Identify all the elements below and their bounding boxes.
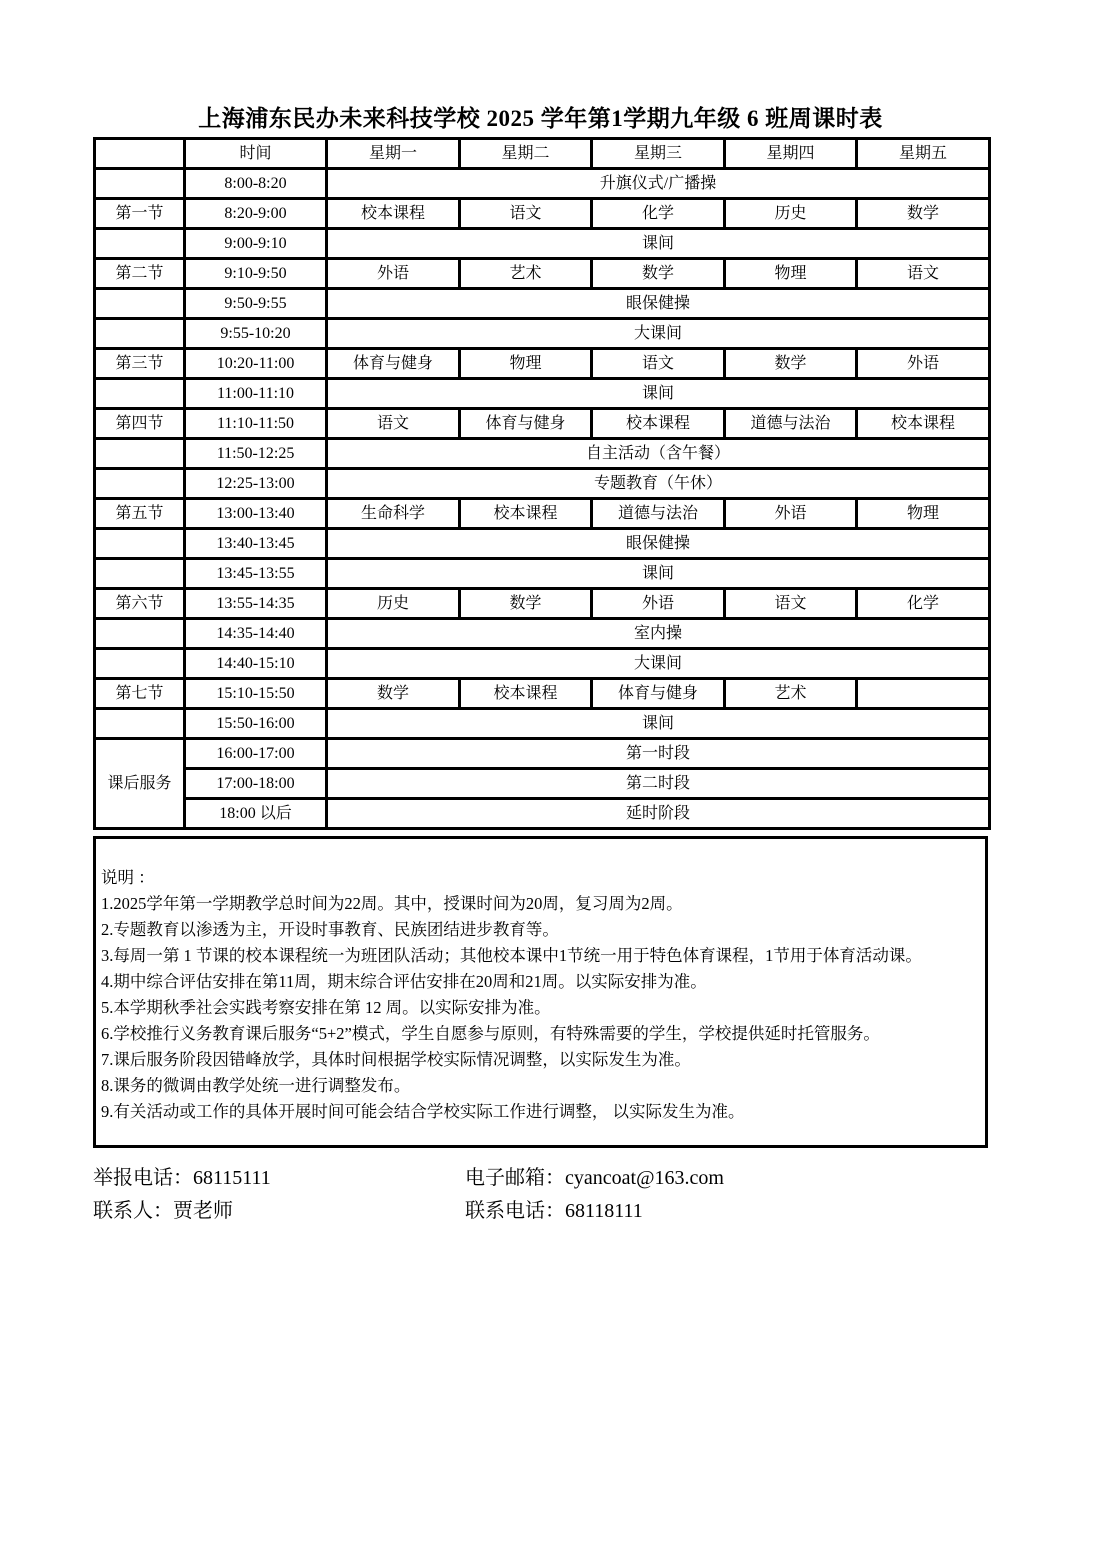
contact-phone: 联系电话：68118111 — [465, 1200, 643, 1222]
header-cell: 星期二 — [460, 139, 592, 169]
report-phone: 举报电话：68115111 — [93, 1167, 271, 1189]
span-activity-cell: 课间 — [327, 229, 990, 259]
document-page — [93, 100, 988, 1228]
subject-cell: 语文 — [725, 589, 857, 619]
span-activity-cell: 眼保健操 — [327, 529, 990, 559]
note-item: 2.专题教育以渗透为主，开设时事教育、民族团结进步教育等。 — [101, 920, 559, 939]
subject-cell: 体育与健身 — [460, 409, 592, 439]
note-item: 4.期中综合评估安排在第11周，期末综合评估安排在20周和21周。以实际安排为准。 — [101, 972, 707, 991]
time-cell: 8:20-9:00 — [185, 199, 327, 229]
weekly-timetable — [93, 137, 991, 830]
period-cell: 第五节 — [95, 499, 185, 529]
subject-cell: 外语 — [592, 589, 725, 619]
header-cell: 星期一 — [327, 139, 460, 169]
note-item: 8.课务的微调由教学处统一进行调整发布。 — [101, 1076, 411, 1095]
period-cell — [95, 529, 185, 559]
time-cell: 15:10-15:50 — [185, 679, 327, 709]
span-activity-cell: 第一时段 — [327, 739, 990, 769]
period-cell: 第二节 — [95, 259, 185, 289]
span-activity-cell: 眼保健操 — [327, 289, 990, 319]
subject-cell: 体育与健身 — [592, 679, 725, 709]
subject-cell: 校本课程 — [460, 499, 592, 529]
time-cell: 9:55-10:20 — [185, 319, 327, 349]
subject-cell: 历史 — [725, 199, 857, 229]
note-item: 9.有关活动或工作的具体开展时间可能会结合学校实际工作进行调整， 以实际发生为准。 — [101, 1102, 745, 1121]
table-row — [95, 319, 990, 349]
time-cell: 9:00-9:10 — [185, 229, 327, 259]
time-cell: 13:55-14:35 — [185, 589, 327, 619]
table-row — [95, 769, 990, 799]
period-cell: 第四节 — [95, 409, 185, 439]
table-row — [95, 199, 990, 229]
table-row — [95, 679, 990, 709]
email: 电子邮箱：cyancoat@163.com — [465, 1167, 724, 1189]
table-row — [95, 289, 990, 319]
note-item: 3.每周一第 1 节课的校本课程统一为班团队活动；其他校本课中1节统一用于特色体育课程，1节用于体育活动课。 — [101, 946, 922, 965]
subject-cell: 外语 — [857, 349, 990, 379]
period-cell: 第六节 — [95, 589, 185, 619]
time-cell: 16:00-17:00 — [185, 739, 327, 769]
subject-cell: 语文 — [592, 349, 725, 379]
timetable-header — [95, 139, 990, 169]
time-cell: 10:20-11:00 — [185, 349, 327, 379]
page-title: 上海浦东民办未来科技学校 2025 学年第1学期九年级 6 班周课时表 — [198, 106, 883, 131]
time-cell: 9:10-9:50 — [185, 259, 327, 289]
period-cell — [95, 169, 185, 199]
span-activity-cell: 课间 — [327, 379, 990, 409]
period-cell — [95, 469, 185, 499]
header-cell: 时间 — [185, 139, 327, 169]
subject-cell: 物理 — [857, 499, 990, 529]
span-activity-cell: 升旗仪式/广播操 — [327, 169, 990, 199]
subject-cell: 语文 — [857, 259, 990, 289]
subject-cell: 校本课程 — [460, 679, 592, 709]
header-cell: 星期五 — [857, 139, 990, 169]
time-cell: 18:00 以后 — [185, 799, 327, 829]
period-cell — [95, 649, 185, 679]
table-row — [95, 379, 990, 409]
table-row — [95, 409, 990, 439]
table-row — [95, 529, 990, 559]
subject-cell: 道德与法治 — [592, 499, 725, 529]
time-cell: 14:35-14:40 — [185, 619, 327, 649]
period-cell — [95, 709, 185, 739]
span-activity-cell: 第二时段 — [327, 769, 990, 799]
span-activity-cell: 专题教育（午休） — [327, 469, 990, 499]
period-cell — [95, 439, 185, 469]
table-row — [95, 169, 990, 199]
subject-cell: 化学 — [592, 199, 725, 229]
notes-list — [101, 891, 979, 1125]
subject-cell: 数学 — [857, 199, 990, 229]
subject-cell: 体育与健身 — [327, 349, 460, 379]
header-cell: 星期三 — [592, 139, 725, 169]
subject-cell: 校本课程 — [327, 199, 460, 229]
span-activity-cell: 大课间 — [327, 649, 990, 679]
table-row — [95, 469, 990, 499]
header-cell: 星期四 — [725, 139, 857, 169]
subject-cell — [857, 679, 990, 709]
subject-cell: 数学 — [592, 259, 725, 289]
subject-cell: 校本课程 — [592, 409, 725, 439]
table-row — [95, 439, 990, 469]
table-row — [95, 619, 990, 649]
table-row — [95, 709, 990, 739]
time-cell: 11:50-12:25 — [185, 439, 327, 469]
time-cell: 8:00-8:20 — [185, 169, 327, 199]
table-row — [95, 799, 990, 829]
table-row — [95, 259, 990, 289]
period-cell — [95, 379, 185, 409]
period-cell — [95, 229, 185, 259]
table-row — [95, 739, 990, 769]
notes-box — [93, 836, 988, 1148]
time-cell: 9:50-9:55 — [185, 289, 327, 319]
subject-cell: 外语 — [725, 499, 857, 529]
table-row — [95, 229, 990, 259]
span-activity-cell: 大课间 — [327, 319, 990, 349]
time-cell: 17:00-18:00 — [185, 769, 327, 799]
table-row — [95, 649, 990, 679]
period-cell: 课后服务 — [95, 739, 185, 829]
note-item: 5.本学期秋季社会实践考察安排在第 12 周。以实际安排为准。 — [101, 998, 551, 1017]
span-activity-cell: 课间 — [327, 559, 990, 589]
note-item: 6.学校推行义务教育课后服务“5+2”模式，学生自愿参与原则，有特殊需要的学生，学校提供延时托管服务。 — [101, 1024, 880, 1043]
time-cell: 15:50-16:00 — [185, 709, 327, 739]
time-cell: 13:00-13:40 — [185, 499, 327, 529]
span-activity-cell: 室内操 — [327, 619, 990, 649]
table-row — [95, 589, 990, 619]
table-row — [95, 499, 990, 529]
time-cell: 13:45-13:55 — [185, 559, 327, 589]
span-activity-cell: 延时阶段 — [327, 799, 990, 829]
period-cell: 第七节 — [95, 679, 185, 709]
period-cell — [95, 619, 185, 649]
time-cell: 13:40-13:45 — [185, 529, 327, 559]
header-row — [95, 139, 990, 169]
subject-cell: 数学 — [460, 589, 592, 619]
contact-footer — [93, 1162, 988, 1228]
subject-cell: 外语 — [327, 259, 460, 289]
period-cell: 第一节 — [95, 199, 185, 229]
subject-cell: 物理 — [725, 259, 857, 289]
subject-cell: 语文 — [460, 199, 592, 229]
period-cell — [95, 289, 185, 319]
subject-cell: 生命科学 — [327, 499, 460, 529]
subject-cell: 数学 — [725, 349, 857, 379]
subject-cell: 校本课程 — [857, 409, 990, 439]
subject-cell: 道德与法治 — [725, 409, 857, 439]
contact-person: 联系人：贾老师 — [93, 1200, 233, 1222]
period-cell — [95, 559, 185, 589]
subject-cell: 艺术 — [725, 679, 857, 709]
time-cell: 11:10-11:50 — [185, 409, 327, 439]
table-row — [95, 559, 990, 589]
note-item: 1.2025学年第一学期教学总时间为22周。其中，授课时间为20周，复习周为2周。 — [101, 894, 683, 913]
span-activity-cell: 自主活动（含午餐） — [327, 439, 990, 469]
header-cell — [95, 139, 185, 169]
period-cell: 第三节 — [95, 349, 185, 379]
subject-cell: 艺术 — [460, 259, 592, 289]
table-row — [95, 349, 990, 379]
note-item: 7.课后服务阶段因错峰放学，具体时间根据学校实际情况调整，以实际发生为准。 — [101, 1050, 691, 1069]
time-cell: 11:00-11:10 — [185, 379, 327, 409]
subject-cell: 物理 — [460, 349, 592, 379]
subject-cell: 历史 — [327, 589, 460, 619]
subject-cell: 数学 — [327, 679, 460, 709]
span-activity-cell: 课间 — [327, 709, 990, 739]
time-cell: 14:40-15:10 — [185, 649, 327, 679]
time-cell: 12:25-13:00 — [185, 469, 327, 499]
subject-cell: 语文 — [327, 409, 460, 439]
timetable-body — [95, 169, 990, 829]
notes-heading: 说明 ： — [101, 868, 155, 887]
subject-cell: 化学 — [857, 589, 990, 619]
period-cell — [95, 319, 185, 349]
